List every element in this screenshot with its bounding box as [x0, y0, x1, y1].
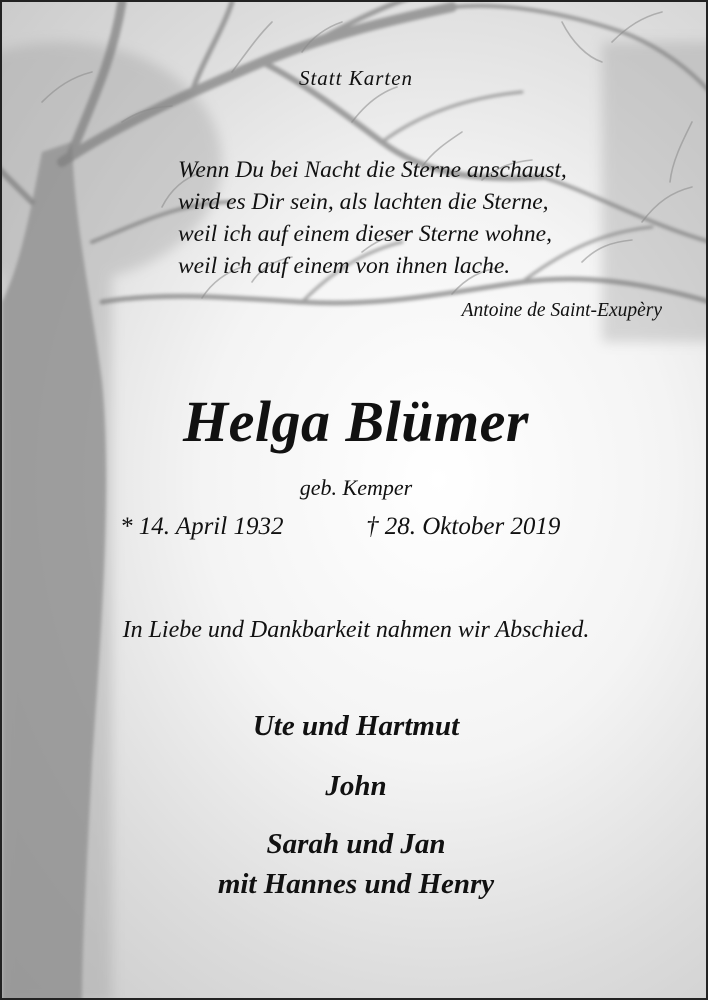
- maiden-name: geb. Kemper: [299, 475, 413, 500]
- poem-quote: [178, 154, 567, 282]
- mourner-name: Sarah und Jan: [266, 828, 446, 860]
- mourner-name: mit Hannes und Henry: [217, 868, 495, 900]
- mourner-name: Ute und Hartmut: [252, 710, 460, 742]
- birth-date: * 14. April 1932: [120, 513, 284, 540]
- poem-author: Antoine de Saint-Exupèry: [461, 300, 662, 321]
- farewell-message: In Liebe und Dankbarkeit nahmen wir Abschied.: [122, 617, 590, 643]
- poem-line: wird es Dir sein, als lachten die Sterne,: [178, 189, 549, 215]
- poem-line: Wenn Du bei Nacht die Sterne anschaust,: [178, 157, 567, 183]
- poem-line: weil ich auf einem dieser Sterne wohne,: [178, 221, 552, 247]
- death-date: † 28. Oktober 2019: [366, 513, 561, 540]
- poem-line: weil ich auf einem von ihnen lache.: [178, 253, 511, 279]
- mourner-name: John: [325, 770, 387, 802]
- statt-karten-heading: Statt Karten: [298, 66, 414, 90]
- deceased-name: Helga Blümer: [183, 389, 529, 454]
